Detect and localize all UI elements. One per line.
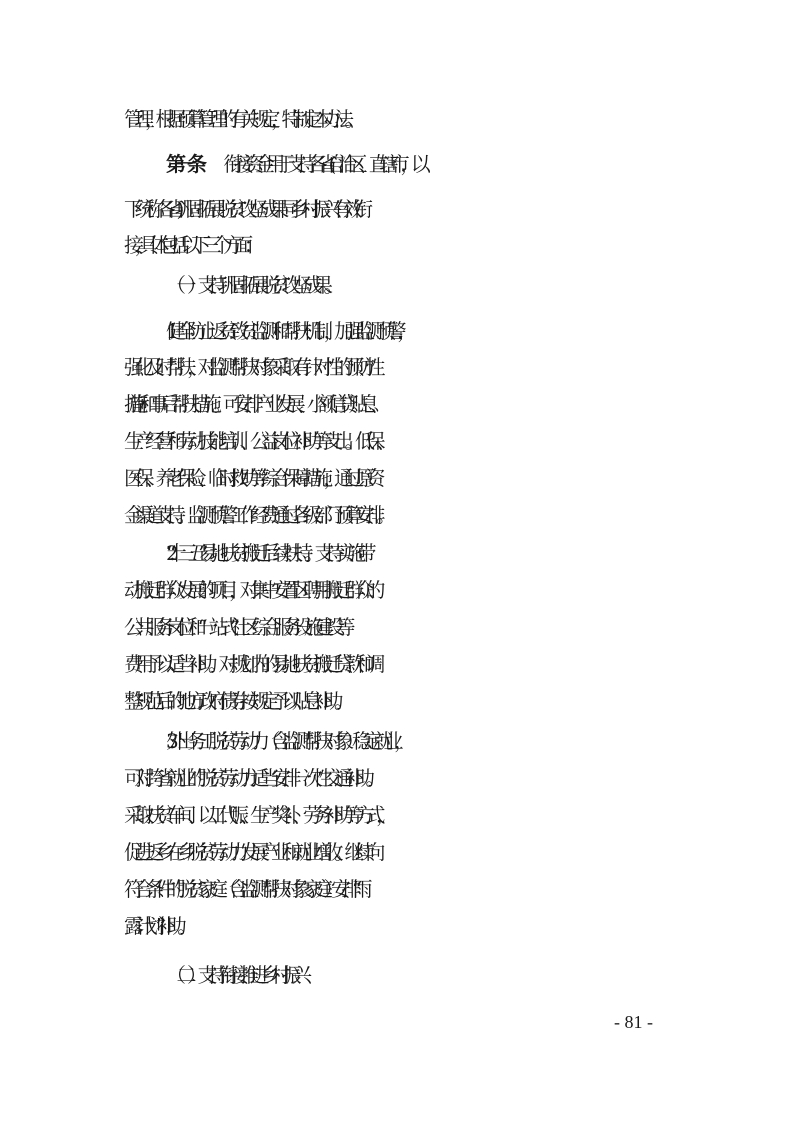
text-line bbox=[0, 682, 793, 720]
line-text: （二）支持衔接推进乡村振兴 bbox=[166, 963, 303, 987]
line-text: 2.“十三五”易地扶贫搬迁后续扶持。支持实施带 bbox=[166, 541, 368, 565]
line-text: 措 施和事后帮扶措施。可安排产业发展、小额信贷贴息、 bbox=[124, 392, 381, 416]
page-number: - 81 - bbox=[614, 1012, 653, 1032]
text-line bbox=[0, 534, 793, 572]
line-text: 医保、养老保险、临时救助等综合保障措施，通过原资 bbox=[124, 466, 376, 490]
text-line bbox=[0, 312, 793, 350]
text-line bbox=[0, 100, 793, 138]
line-text: （一）支持巩固拓展脱贫攻坚成果。 bbox=[166, 273, 334, 297]
line-text: 可对跨省就业的脱贫劳动力适当安排一次性交通补助。 bbox=[124, 766, 376, 790]
line-text: 接， 具体包括以下三个方面： bbox=[124, 233, 255, 257]
line-text: 3.外出务工脱贫劳动力（含监测帮扶对象） 稳定就业， bbox=[166, 729, 405, 753]
line-text: 1.健全防止返贫致贫监测和帮扶机制，加强监测预警， bbox=[166, 319, 408, 343]
line-text: 衔接资金用于支持各省(自治区、直辖市，以 bbox=[223, 152, 422, 176]
text-line bbox=[0, 348, 793, 386]
article-first-line bbox=[0, 145, 793, 183]
line-text: 金渠道支持。监测预警工作经费通过各级部门预算安排。 bbox=[124, 503, 387, 527]
line-text: 符合条件的脱贫家庭（含监测帮扶对象家庭） 安排“雨 bbox=[124, 877, 364, 901]
text-line bbox=[0, 571, 793, 609]
text-line bbox=[0, 190, 793, 228]
line-text: 管理，根据预算管理的有关规定，特制定本办法。 bbox=[124, 107, 355, 131]
line-text: 动搬迁群众发展的项目，对集中安置区聘用搬迁群众的 bbox=[124, 578, 376, 602]
section-heading bbox=[0, 956, 793, 994]
text-line bbox=[0, 385, 793, 423]
line-text: 整规范后的地方政府债券按规定予以贴息补助。 bbox=[124, 689, 345, 713]
line-text: 公共服务岗位和“一站式”社区综合服务设施建设等 bbox=[124, 615, 346, 639]
line-text: 促进返乡在乡脱贫劳动力发展产业和就业增收。继续向 bbox=[124, 840, 376, 864]
section-heading bbox=[0, 266, 793, 304]
text-line bbox=[0, 833, 793, 871]
line-text: 露计划”补助。 bbox=[124, 914, 188, 938]
text-line bbox=[0, 422, 793, 460]
article-heading: 第一条 bbox=[166, 152, 198, 176]
text-line bbox=[0, 496, 793, 534]
text-line bbox=[0, 796, 793, 834]
text-line bbox=[0, 722, 793, 760]
text-line bbox=[0, 759, 793, 797]
text-line bbox=[0, 907, 793, 945]
text-line bbox=[0, 645, 793, 683]
text-line bbox=[0, 870, 793, 908]
line-text: 采取扶贫车间、以工代赈、生产奖补、劳务补助等方式， bbox=[124, 803, 387, 827]
text-line bbox=[0, 226, 793, 264]
line-text: 强化及时帮扶，对监测帮扶对象采取有针对性的预防性 bbox=[124, 355, 376, 379]
text-line bbox=[0, 459, 793, 497]
text-line bbox=[0, 608, 793, 646]
line-text: 费用予以适当补助。对规划内的易地扶贫搬迁贷款和调 bbox=[124, 652, 376, 676]
line-text: 下统称各省)巩固拓展脱贫攻坚成果同乡村振兴有效衔 bbox=[124, 197, 364, 221]
line-text: 生产经营和劳动技能培训、公益岗位补助等支出。低保、 bbox=[124, 429, 387, 453]
